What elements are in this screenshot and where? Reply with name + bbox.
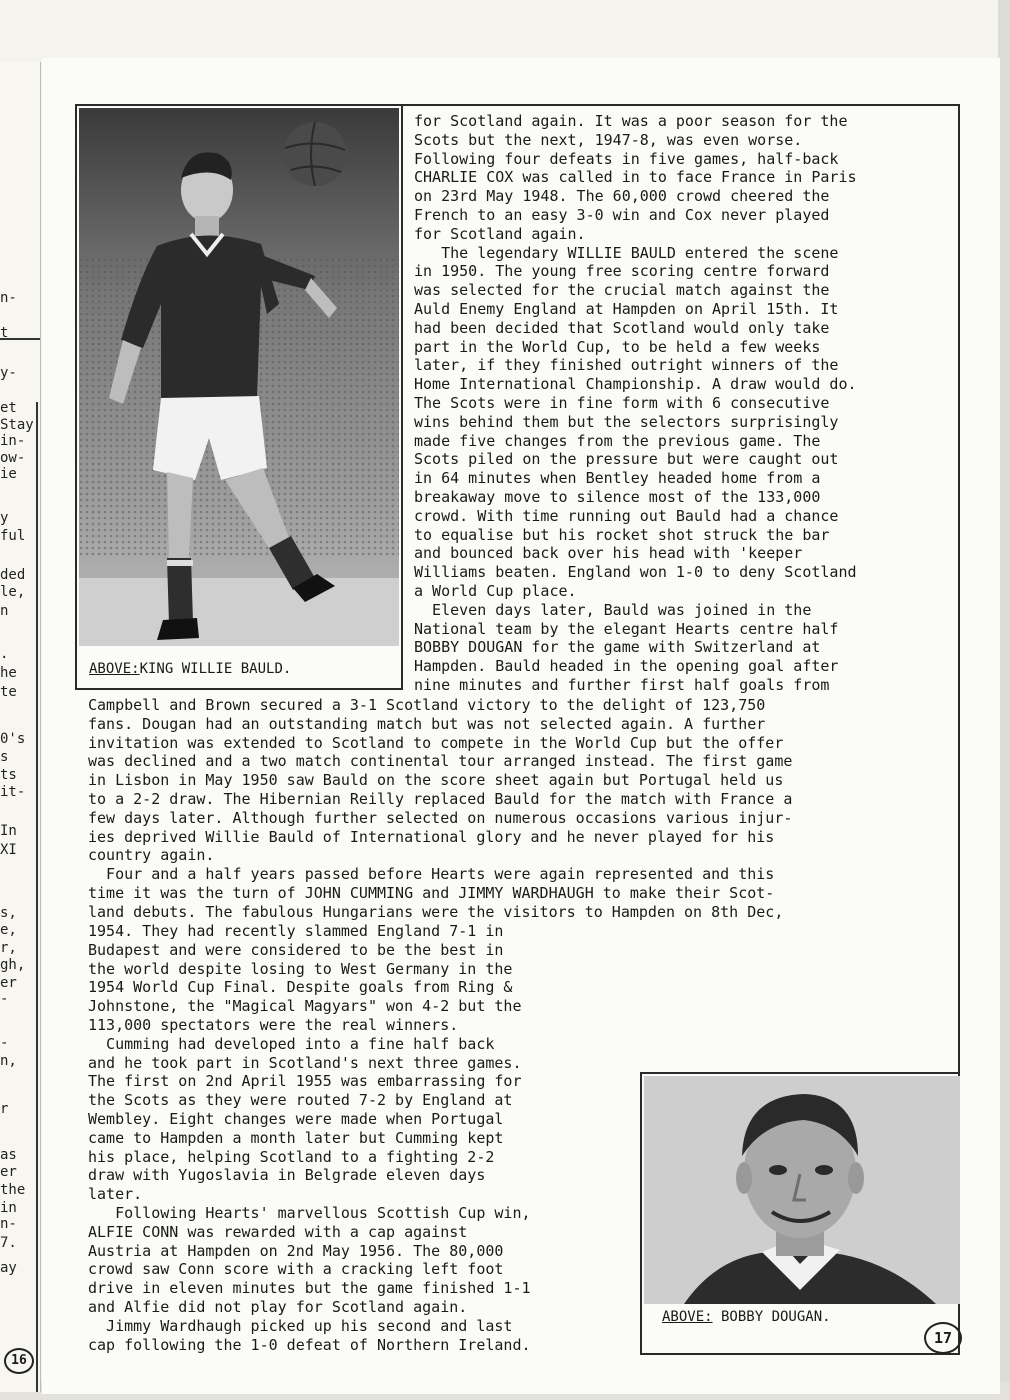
bauld-photo-frame [75,104,403,690]
article-line: BOBBY DOUGAN for the game with Switzerland at [414,638,821,657]
previous-page-fragment: ful [0,528,26,544]
article-full-width-text [88,696,792,922]
previous-page-fragment: te [0,684,17,700]
article-line: 113,000 spectators were the real winners. [88,1015,459,1034]
previous-page-fragment: it- [0,784,26,800]
dougan-photo-frame [640,1072,960,1355]
bobby-dougan-photo [644,1076,960,1304]
article-line: invitation was extended to Scotland to compete in the World Cup but the offer [88,733,784,752]
article-line: the Scots as they were routed 7-2 by England at [88,1091,513,1110]
previous-page-fragment: r [0,1101,9,1117]
previous-page-fragment: . [0,646,9,662]
previous-page-fragment: as [0,1147,17,1163]
article-line: The first on 2nd April 1955 was embarrassing for [88,1072,522,1091]
previous-page-fragment: ts [0,767,17,783]
previous-page-fragment: t [0,325,9,341]
previous-page-fragment: Stay [0,417,34,433]
willie-bauld-photo [79,108,399,646]
article-line: crowd saw Conn score with a cracking left foot [88,1260,504,1279]
bauld-caption [89,660,291,678]
article-line: later, if they finished outright winners of the [414,356,839,375]
article-line: Jimmy Wardhaugh picked up his second and last [88,1316,513,1335]
article-line: cap following the 1-0 defeat of Northern Ireland. [88,1335,531,1354]
article-line: Cumming had developed into a fine half back [88,1034,495,1053]
article-line: nine minutes and further first half goals from [414,675,830,694]
article-line: Hampden. Bauld headed in the opening goal after [414,657,839,676]
previous-page-fragment: ay [0,1260,17,1276]
previous-page-fragment: e, [0,922,17,938]
article-line: Following four defeats in five games, half-back [414,149,839,168]
article-line: in Lisbon in May 1950 saw Bauld on the score sheet again but Portugal held us [88,771,784,790]
article-line: wins behind them but the selectors surprisingly [414,412,839,431]
article-line: Campbell and Brown secured a 3-1 Scotland victory to the delight of 123,750 [88,696,766,714]
previous-page-strip [0,62,41,1392]
previous-page-fragment: n, [0,1053,17,1069]
article-line: a World Cup place. [414,581,577,600]
article-line: to a 2-2 draw. The Hibernian Reilly replaced Bauld for the match with France a [88,789,793,808]
article-line: CHARLIE COX was called in to face France in Paris [414,168,857,187]
article-line: Scots piled on the pressure but were caught out [414,450,839,469]
previous-page-fragment: - [0,1035,9,1051]
article-line: few days later. Although further selected on numerous occasions various injur- [88,808,793,827]
article-line: to equalise but his rocket shot struck the bar [414,525,830,544]
article-line: draw with Yugoslavia in Belgrade eleven days [88,1166,486,1185]
previous-page-fragment: in- [0,433,26,449]
dougan-caption-label: ABOVE: [662,1309,713,1325]
article-line: the world despite losing to West Germany in the [88,959,513,978]
article-line: on 23rd May 1948. The 60,000 crowd cheered the [414,187,830,206]
bauld-caption-name: KING WILLIE BAULD. [139,661,292,677]
article-line: Home International Championship. A draw would do. [414,375,857,394]
article-line: fans. Dougan had an outstanding match but was not selected again. A further [88,714,766,733]
article-line: in 64 minutes when Bentley headed home from a [414,469,821,488]
previous-page-fragment: he [0,665,17,681]
previous-page-fragment: ded [0,567,26,583]
previous-page-fragment: XI [0,842,17,858]
previous-page-fragment: et [0,400,17,416]
previous-page-fragment: le, [0,584,26,600]
article-column-text [414,112,857,695]
bauld-caption-label: ABOVE: [89,661,140,677]
article-line: and he took part in Scotland's next three games. [88,1053,522,1072]
article-line: Auld Enemy England at Hampden on April 15th. It [414,299,839,318]
article-line: ALFIE CONN was rewarded with a cap against [88,1222,468,1241]
article-line: breakaway move to silence most of the 133,000 [414,487,821,506]
article-lower-text [88,922,531,1354]
article-line: The legendary WILLIE BAULD entered the scene [414,243,839,262]
article-line: in 1950. The young free scoring centre forward [414,262,830,281]
previous-page-fragment: ow- [0,450,26,466]
article-line: drive in eleven minutes but the game finished 1-1 [88,1279,531,1298]
previous-page-fragment: n- [0,1216,17,1232]
dougan-caption [662,1308,831,1326]
previous-page-fragment: n [0,603,9,619]
previous-page-fragment: In [0,823,17,839]
previous-page-fragment: the [0,1182,26,1198]
article-line: French to an easy 3-0 win and Cox never played [414,205,830,224]
article-line: The Scots were in fine form with 6 consecutive [414,393,830,412]
previous-page-fragment: in [0,1200,17,1216]
article-line: made five changes from the previous game. The [414,431,821,450]
previous-page-fragment: gh, [0,957,26,973]
previous-page-fragment: n- [0,290,17,306]
article-line: Four and a half years passed before Hearts were again represented and this [88,865,775,884]
previous-page-column-rule [36,402,38,1392]
previous-page-fragment: s, [0,905,17,921]
article-line: for Scotland again. [414,224,586,243]
article-line: Austria at Hampden on 2nd May 1956. The 80,000 [88,1241,504,1260]
article-line: Eleven days later, Bauld was joined in the [414,600,812,619]
previous-page-fragment: r, [0,940,17,956]
article-line: land debuts. The fabulous Hungarians were the visitors to Hampden on 8th Dec, [88,902,784,921]
article-line: and Alfie did not play for Scotland again. [88,1297,468,1316]
article-line: had been decided that Scotland would only take [414,318,830,337]
previous-page-number: 16 [4,1348,34,1374]
article-line: Following Hearts' marvellous Scottish Cup win, [88,1203,531,1222]
page-number: 17 [924,1322,962,1354]
previous-page-fragment: - [0,991,9,1007]
article-line: and bounced back over his head with 'keeper [414,544,803,563]
article-line: National team by the elegant Hearts centre half [414,619,839,638]
article-line: 1954. They had recently slammed England 7-1 in [88,922,504,940]
article-line: Wembley. Eight changes were made when Portugal [88,1109,504,1128]
previous-page-fragment: er [0,975,17,991]
article-line: his place, helping Scotland to a fighting 2-2 [88,1147,495,1166]
previous-page-fragment: 0's [0,731,26,747]
article-line: Budapest and were considered to be the best in [88,940,504,959]
article-line: part in the World Cup, to be held a few weeks [414,337,821,356]
previous-page-fragment: 7. [0,1235,17,1251]
previous-page-fragment: y [0,510,9,526]
previous-page-fragment: y- [0,365,17,381]
article-line: for Scotland again. It was a poor season for the [414,112,848,130]
dougan-caption-name: BOBBY DOUGAN. [712,1309,831,1325]
article-line: Williams beaten. England won 1-0 to deny Scotland [414,563,857,582]
article-line: was declined and a two match continental tour arranged instead. The first game [88,752,793,771]
previous-page-fragment: ie [0,466,17,482]
article-line: 1954 World Cup Final. Despite goals from Ring & [88,978,513,997]
article-line: crowd. With time running out Bauld had a chance [414,506,839,525]
article-line: country again. [88,846,215,865]
article-line: came to Hampden a month later but Cumming kept [88,1128,504,1147]
article-line: ies deprived Willie Bauld of International glory and he never played for his [88,827,775,846]
article-line: Scots but the next, 1947-8, was even worse. [414,130,803,149]
article-line: was selected for the crucial match against the [414,281,830,300]
article-line: Johnstone, the "Magical Magyars" won 4-2 but the [88,997,522,1016]
article-line: later. [88,1185,143,1204]
previous-page-fragment: er [0,1164,17,1180]
article-line: time it was the turn of JOHN CUMMING and JIMMY WARDHAUGH to make their Scot- [88,883,775,902]
previous-page-fragment: s [0,749,9,765]
